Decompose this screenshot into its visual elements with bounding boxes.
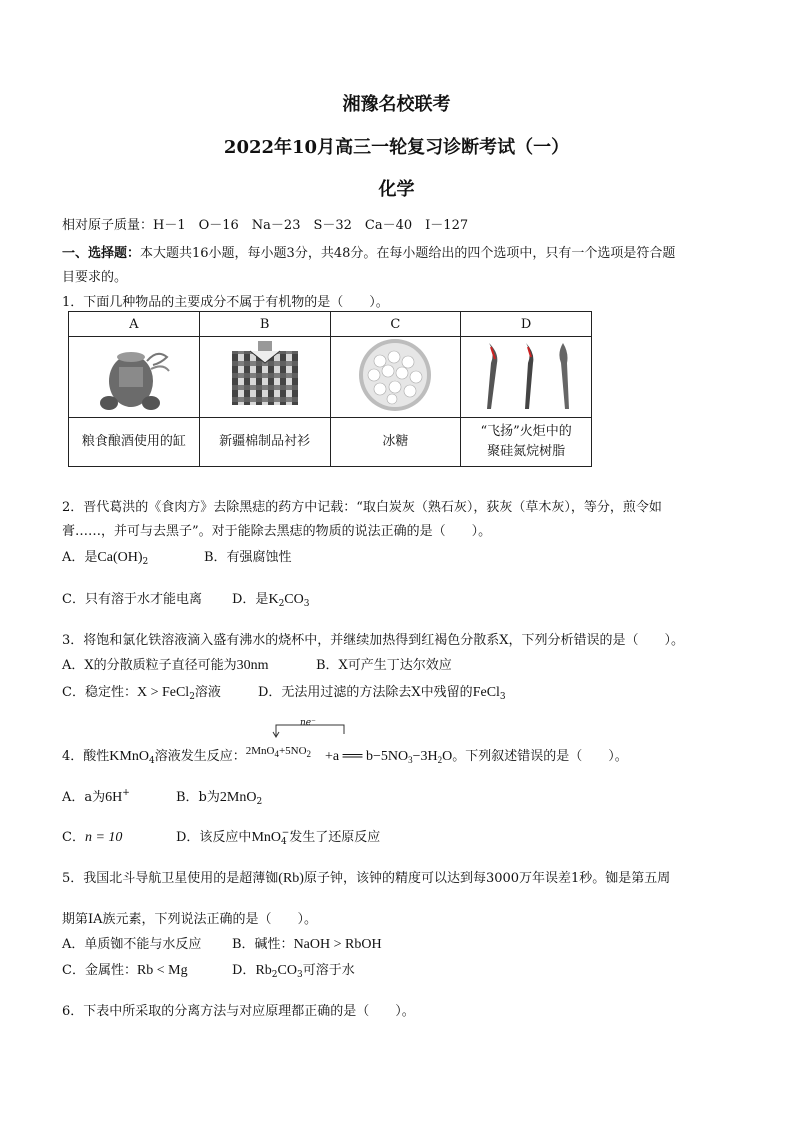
option-b-label: 新疆棉制品衬衫	[199, 418, 330, 467]
option-b-header: B	[199, 312, 330, 337]
formula: MnO	[251, 830, 281, 845]
option-text: A．是	[62, 550, 98, 565]
option-text: C．金属性：	[62, 963, 137, 978]
question-3-option-a	[62, 654, 269, 674]
torch-image	[461, 337, 592, 418]
subscript: 2	[256, 797, 263, 807]
subscript: 2	[189, 692, 195, 702]
formula: Rb	[255, 963, 272, 978]
question-3-stem: 3．将饱和氯化铁溶液滴入盛有沸水的烧杯中，并继续加热得到红褐色分散系X，下列分析错误的是（ ）。	[62, 633, 685, 648]
question-6-stem: 6．下表中所采取的分离方法与对应原理都正确的是（ ）。	[62, 1004, 415, 1019]
question-2-option-c: C．只有溶于水才能电离	[62, 592, 202, 607]
option-d-label-line2: 聚硅氮烷树脂	[487, 444, 566, 459]
question-2-option-a	[62, 546, 148, 567]
stem-text: 溶液发生反应：	[154, 749, 246, 764]
option-text: 溶液	[194, 685, 221, 700]
subscript: 2	[271, 970, 278, 980]
question-2-option-b: B．有强腐蚀性	[204, 550, 292, 565]
electron-transfer-bracket	[272, 720, 352, 738]
formula: NaOH > RbOH	[293, 937, 382, 952]
formula: n = 10	[84, 830, 123, 845]
stem-text: 原子钟，该钟的精度可以达到每3000万年误差1秒。铷是第五周	[303, 871, 671, 886]
option-a-header: A	[69, 312, 200, 337]
question-5-option-c	[62, 959, 188, 979]
question-5-option-a: A．单质铷不能与水反应	[62, 937, 202, 952]
option-a-label: 粮食酿酒使用的缸	[69, 418, 200, 467]
subscript: 2	[142, 557, 149, 567]
option-text: C．稳定性：	[62, 685, 137, 700]
question-2-stem-line1: 2．晋代葛洪的《食肉方》去除黑痣的药方中记载：“取白炭灰（熟石灰），荻灰（草木灰），等分，煎令如	[62, 500, 662, 515]
option-c-label: 冰糖	[330, 418, 461, 467]
question-3-option-d	[258, 681, 506, 702]
formula: K	[268, 592, 279, 607]
equation-products: +a ══ $b-5NO_3-3H_2O$	[325, 749, 453, 765]
question-5-option-d	[232, 959, 355, 980]
formula: X > FeCl	[136, 685, 190, 700]
option-c-header: C	[330, 312, 461, 337]
question-5-stem-line2: 期第ⅠA族元素，下列说法正确的是（ ）。	[62, 912, 318, 927]
subscript: 4	[281, 837, 287, 847]
exam-alliance-title: 湘豫名校联考	[342, 94, 451, 115]
question-3-option-c	[62, 681, 221, 702]
option-text: C．	[62, 830, 85, 845]
question-4-option-a	[62, 786, 130, 806]
option-text: B．b为	[176, 790, 220, 805]
section-desc-line1: 本大题共16小题，每小题3分，共48分。在每小题给出的四个选项中，只有一个选项是符合题	[140, 246, 676, 261]
superscript: +	[122, 788, 130, 798]
formula: Rb < Mg	[136, 963, 188, 978]
question-2-stem-line2: 膏……，并可与去黑子”。对于能除去黑痣的物质的说法正确的是（ ）。	[62, 524, 492, 539]
subject-title: 化学	[378, 179, 415, 200]
option-text: 可溶于水	[302, 963, 355, 978]
formula: (Rb)	[278, 871, 304, 886]
subscript: 3	[499, 692, 506, 702]
subscript: 3	[303, 599, 310, 609]
formula: 30nm	[236, 658, 269, 673]
question-5-option-b	[232, 933, 382, 953]
option-text: B．碱性：	[232, 937, 294, 952]
exam-title: 2022年10月高三一轮复习诊断考试（一）	[223, 137, 570, 158]
subscript: 2	[278, 599, 285, 609]
plaid-shirt-image	[199, 337, 330, 418]
section-title: 一、选择题：	[62, 246, 141, 261]
option-text: D．该反应中	[176, 830, 252, 845]
question-3-option-b: B．X可产生丁达尔效应	[316, 658, 452, 673]
formula: Ca(OH)	[97, 550, 143, 565]
option-text: D．	[232, 963, 256, 978]
question-4-option-d	[176, 826, 380, 847]
superscript: −	[281, 828, 290, 838]
option-d-header: D	[461, 312, 592, 337]
formula: FeCl	[472, 685, 500, 700]
question-4-option-b	[176, 786, 262, 807]
subscript: 3	[296, 970, 303, 980]
option-text: A．a为	[62, 790, 106, 805]
section-description	[62, 242, 675, 261]
rock-sugar-image	[330, 337, 461, 418]
equation-reactants: 2MnO4+5NO2	[245, 745, 312, 759]
section-desc-line2: 目要求的。	[62, 270, 128, 285]
wine-jar-image	[69, 337, 200, 418]
stem-text: 5．我国北斗导航卫星使用的是超薄铷	[62, 871, 279, 886]
electron-count-label: ne⁻	[300, 718, 316, 728]
question-2-option-d	[232, 588, 309, 609]
formula: 2MnO	[219, 790, 257, 805]
question-1-options-table	[68, 311, 592, 467]
option-d-label	[461, 418, 592, 467]
formula: KMnO	[109, 749, 149, 764]
formula: CO	[284, 592, 304, 607]
formula: 6H	[105, 790, 123, 805]
option-text: D．是	[232, 592, 269, 607]
subscript: 4	[148, 756, 155, 766]
option-text: 发生了还原反应	[289, 830, 381, 845]
option-text: A．X的分散质粒子直径可能为	[62, 658, 237, 673]
question-4-stem	[62, 745, 628, 766]
option-d-label-line1: “飞扬”火炬中的	[480, 424, 572, 439]
question-4-option-c	[62, 826, 122, 846]
question-5-stem-line1	[62, 867, 670, 887]
formula: CO	[277, 963, 297, 978]
option-text: D．无法用过滤的方法除去X中残留的	[258, 685, 473, 700]
stem-text: 4．酸性	[62, 749, 110, 764]
question-1-stem: 1．下面几种物品的主要成分不属于有机物的是（ ）。	[62, 295, 389, 310]
stem-text: 。下列叙述错误的是（ ）。	[452, 749, 628, 764]
atomic-masses: 相对原子质量：H－1 O－16 Na－23 S－32 Ca－40 I－127	[62, 218, 469, 233]
